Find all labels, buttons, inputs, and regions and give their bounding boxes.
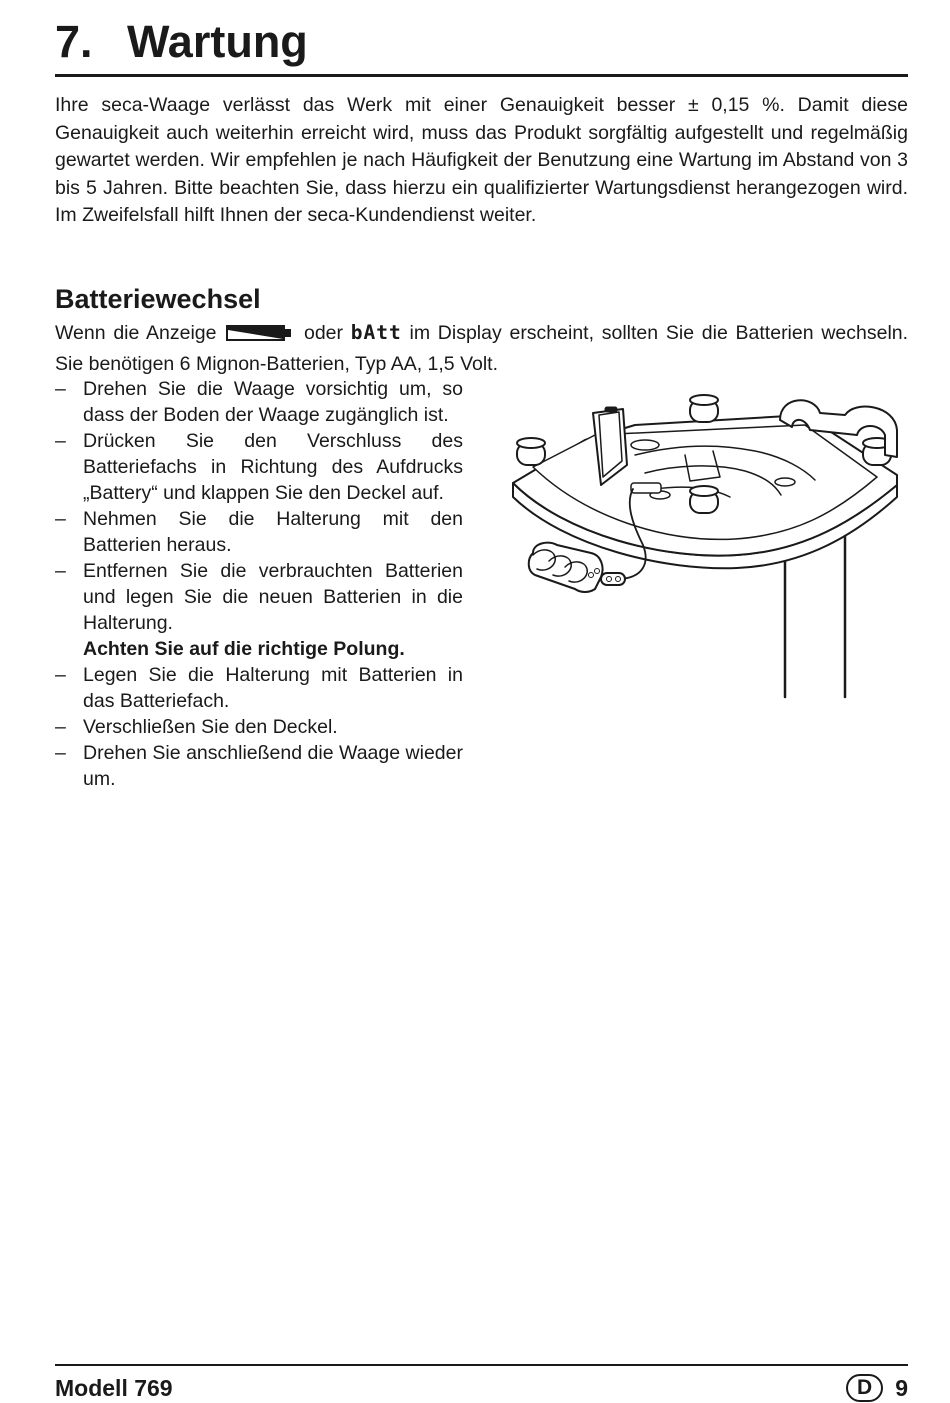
language-badge: D	[846, 1374, 883, 1402]
footer-model: Modell 769	[55, 1375, 173, 1401]
battery-steps-list	[55, 376, 463, 792]
list-item: – Verschließen Sie den Deckel.	[55, 716, 338, 738]
oder-text: oder	[303, 322, 344, 344]
footer-page-info	[846, 1373, 908, 1403]
display-code-batt: bAtt	[350, 321, 402, 344]
battery-lead-rest: im Display erscheint, sollten Sie die Batterien wechseln. Sie benötigen 6 Mignon-Batterien, Typ AA, 1,5 Volt.	[55, 322, 909, 375]
list-item: – Drehen Sie die Waage vorsichtig um, so dass der Boden der Waage zugänglich ist.	[55, 378, 463, 426]
list-item: – Drehen Sie anschließend die Waage wieder um.	[55, 742, 463, 790]
page-number: 9	[895, 1375, 908, 1401]
scale-battery-illustration	[505, 385, 910, 705]
footer-rule	[55, 1364, 908, 1366]
list-item: – Legen Sie die Halterung mit Batterien in das Batteriefach.	[55, 664, 463, 712]
intro-paragraph: Ihre seca-Waage verlässt das Werk mit einer Genauigkeit besser ± 0,15 %. Damit diese Genauigkeit auch weiterhin erreicht wird, muss das Produkt sorgfältig aufgestellt und regelmäßig gewartet werden. Wir empfehlen je nach Häufigkeit der Benutzung eine Wartung im Abstand von 3 bis 5 Jahren. Bitte beachten Sie, dass hierzu ein qualifizierter Wartungsdienst herangezogen wird. Im Zweifelsfall hilft Ihnen der seca-Kundendienst weiter.	[55, 94, 908, 226]
section-heading	[55, 12, 908, 72]
battery-intro-paragraph	[55, 319, 908, 378]
polarity-note: Achten Sie auf die richtige Polung.	[83, 638, 405, 660]
list-item: – Nehmen Sie die Halterung mit den Batterien heraus.	[55, 508, 463, 556]
battery-subheading: Batteriewechsel	[55, 284, 261, 314]
heading-rule	[55, 74, 908, 77]
section-number: 7.	[55, 16, 93, 67]
list-item: – Entfernen Sie die verbrauchten Batterien und legen Sie die neuen Batterien in die Halterung. Achten Sie auf die richtige Polung.	[55, 560, 463, 660]
section-title: Wartung	[127, 16, 308, 67]
battery-lead-text: Wenn die Anzeige	[55, 322, 217, 344]
list-item: – Drücken Sie den Verschluss des Batteriefachs in Richtung des Aufdrucks „Battery“ und klappen Sie den Deckel auf.	[55, 430, 463, 504]
battery-low-icon	[226, 323, 292, 351]
